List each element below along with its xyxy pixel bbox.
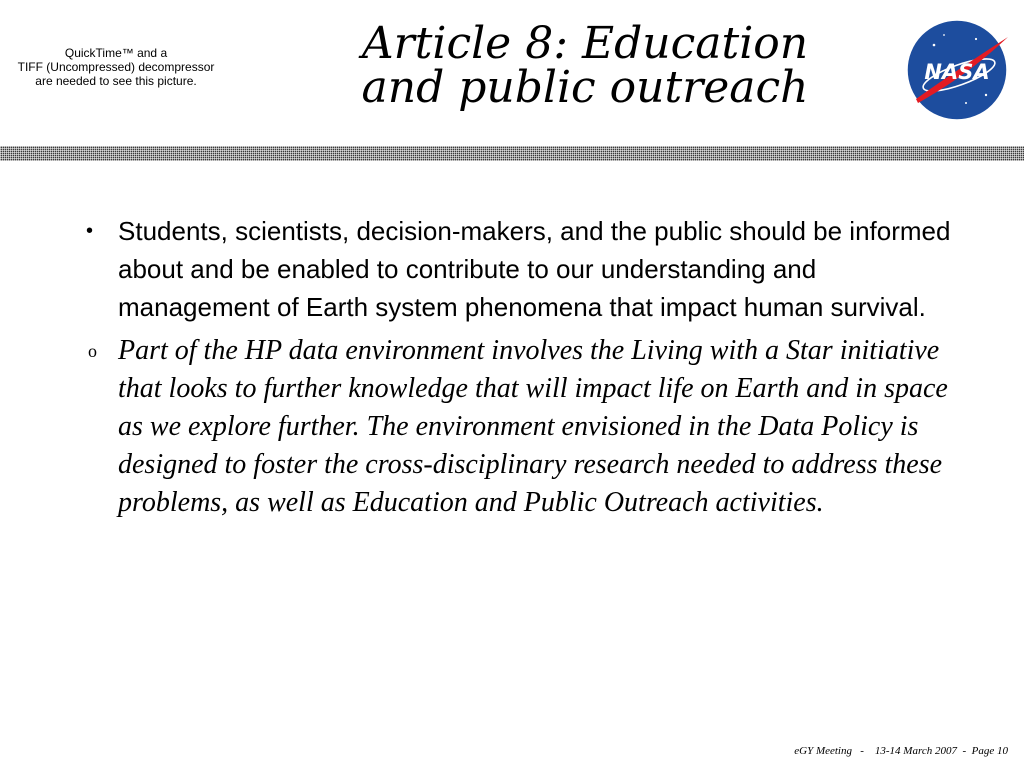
bullet-marker: • bbox=[86, 220, 94, 242]
placeholder-line: are needed to see this picture. bbox=[35, 74, 197, 88]
list-item bbox=[84, 332, 954, 522]
list-item-text: Part of the HP data environment involves the Living with a Star initiative that looks to further knowledge that will impact life on Earth and in space as we explore further. The environment envisioned in the Data Policy is designed to foster the cross-disciplinary research needed to address these problems, as well as Education and Public Outreach activities. bbox=[118, 335, 948, 518]
list-item bbox=[84, 212, 954, 326]
slide-title-line: Article 8: Education bbox=[361, 18, 809, 69]
header-divider bbox=[0, 146, 1024, 161]
placeholder-line: TIFF (Uncompressed) decompressor bbox=[17, 60, 215, 74]
quicktime-placeholder bbox=[0, 46, 232, 88]
logo-text: NASA bbox=[924, 60, 990, 84]
slide-body bbox=[84, 212, 954, 522]
placeholder-line: QuickTime™ and a bbox=[64, 46, 168, 60]
slide-title bbox=[300, 18, 870, 113]
nasa-meatball-logo-icon bbox=[904, 17, 1010, 123]
slide-footer: eGY Meeting - 13-14 March 2007 - Page 10 bbox=[794, 745, 1008, 757]
list-item-text: Students, scientists, decision-makers, and the public should be informed about and be enabled to contribute to our understanding and management of Earth system phenomena that impact human survival. bbox=[118, 216, 951, 322]
bullet-marker: o bbox=[88, 341, 97, 361]
slide-title-line: and public outreach bbox=[361, 62, 809, 113]
